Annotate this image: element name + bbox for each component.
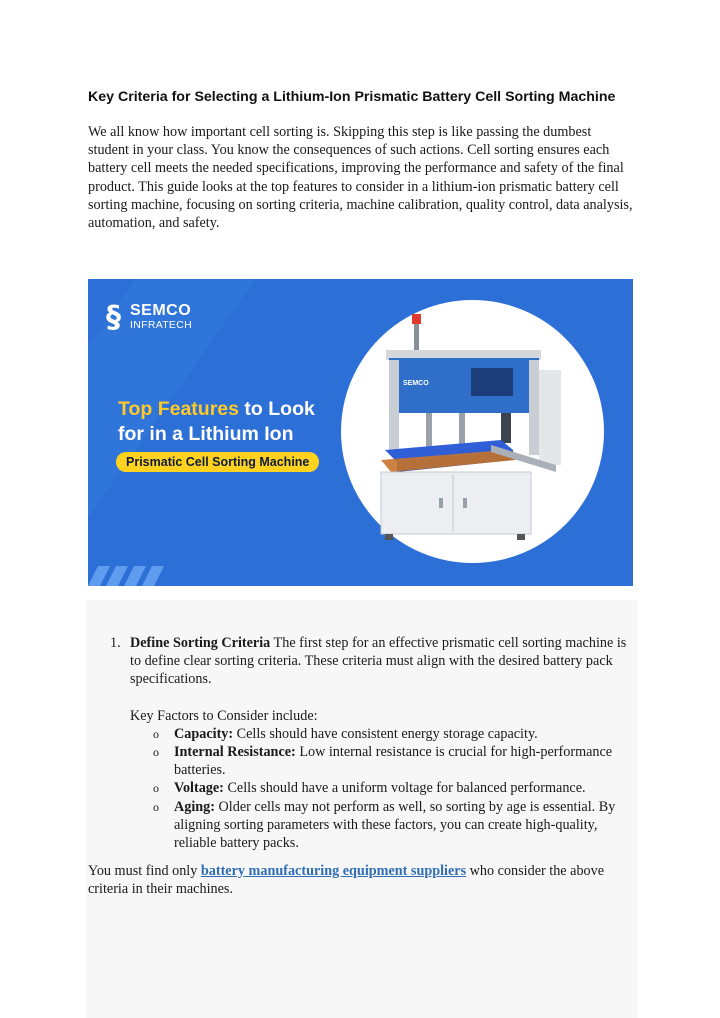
- machine-image-circle: [341, 300, 604, 563]
- logo-name: SEMCO: [130, 302, 192, 319]
- factor-label: Internal Resistance:: [174, 744, 296, 761]
- headline-highlight: Top Features: [118, 398, 239, 420]
- outro-after: who consider the above criteria in their machines.: [88, 863, 605, 898]
- bullet-icon: o: [153, 799, 159, 814]
- machine-label: SEMCO: [403, 380, 429, 387]
- banner-pill: Prismatic Cell Sorting Machine: [116, 452, 319, 472]
- factors-list: [154, 725, 640, 852]
- factor-text: Cells should have a uniform voltage for balanced performance.: [223, 780, 586, 797]
- factor-text: Low internal resistance is crucial for high-performance batteries.: [174, 744, 613, 779]
- headline-part-1: to Look: [239, 398, 315, 420]
- bullet-icon: o: [153, 781, 159, 796]
- outro-paragraph: [88, 862, 633, 898]
- factor-label: Aging:: [174, 798, 215, 815]
- criteria-section: [110, 634, 640, 852]
- bullet-icon: o: [153, 745, 159, 760]
- suppliers-link[interactable]: battery manufacturing equipment suppliers: [200, 863, 467, 879]
- banner-decoration: [88, 566, 178, 586]
- document-title: Key Criteria for Selecting a Lithium-Ion Prismatic Battery Cell Sorting Machine: [88, 89, 616, 105]
- banner-headline: [118, 397, 368, 447]
- intro-paragraph: We all know how important cell sorting is. Skipping this step is like passing the dumbest student in your class. You know the consequences of such actions. Cell sorting ensures each battery cell meets the needed specifications, improving the performance and safety of the final product. This guide looks at the top features to consider in a lithium-ion prismatic battery cell sorting machine, focusing on sorting criteria, machine calibration, quality control, data analysis, automation, and safety.: [88, 124, 633, 232]
- outro-before: You must find only: [88, 863, 201, 879]
- section-text: The first step for an effective prismatic cell sorting machine is to define clear sorting criteria. These criteria must align with the desired battery pack specifications.: [130, 635, 627, 688]
- sorting-machine-illustration: [341, 300, 604, 563]
- factor-text: Cells should have consistent energy storage capacity.: [233, 725, 538, 742]
- semco-logo-icon: §: [106, 300, 121, 335]
- factor-text: Older cells may not perform as well, so sorting by age is essential. By aligning sorting parameters with these factors, you can create high-quality, reliable battery packs.: [174, 798, 616, 852]
- headline-part-2: for in a Lithium Ion: [118, 423, 294, 445]
- semco-logo: [106, 300, 193, 335]
- section-paragraph: [130, 634, 640, 689]
- factor-label: Voltage:: [174, 780, 224, 797]
- hero-banner: [88, 279, 633, 586]
- list-item: [154, 743, 640, 779]
- bullet-icon: o: [153, 726, 159, 741]
- list-item: [154, 798, 640, 853]
- list-item: [154, 725, 640, 743]
- logo-subtitle: INFRATECH: [130, 319, 193, 331]
- factor-label: Capacity:: [174, 725, 234, 742]
- factors-intro: Key Factors to Consider include:: [130, 707, 318, 724]
- list-item: [154, 779, 640, 797]
- section-heading: Define Sorting Criteria: [130, 635, 271, 651]
- list-number: 1.: [110, 635, 121, 651]
